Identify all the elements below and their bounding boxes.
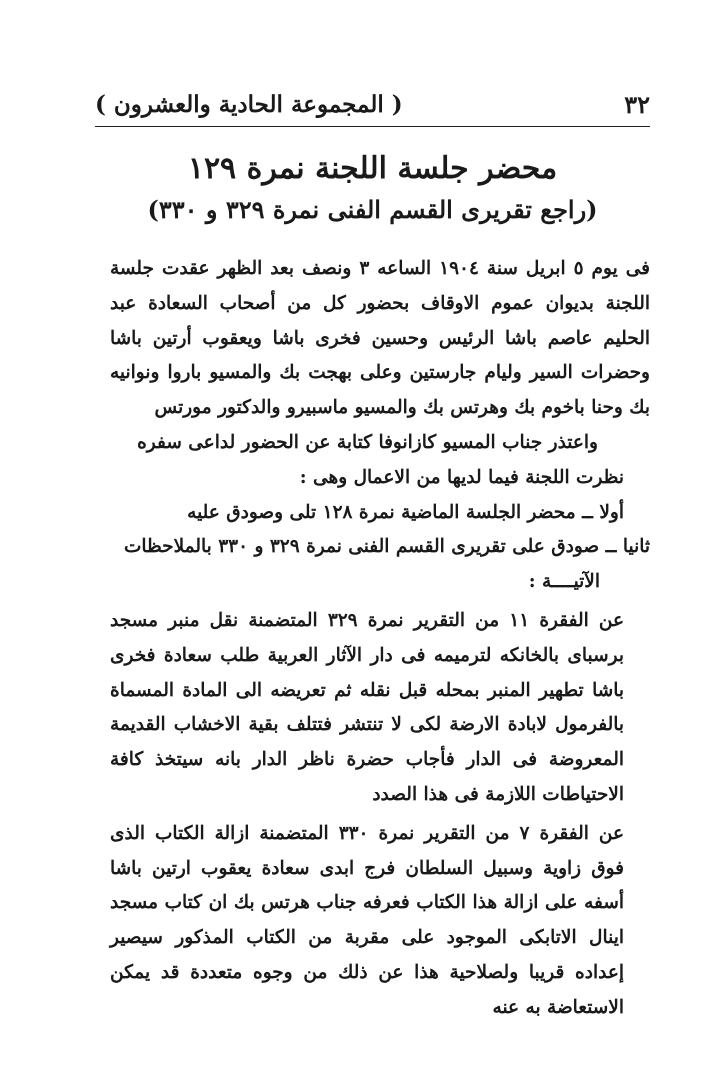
page-number: ٣٢ xyxy=(624,89,650,119)
agenda-item-1: أولا ــ محضر الجلسة الماضية نمرة ١٢٨ تلى وصودق عليه xyxy=(187,501,624,523)
apology-paragraph: واعتذر جناب المسيو كازانوفا كتابة عن الحضور لداعى سفره xyxy=(137,431,598,453)
paragraph-clause-11: عن الفقرة ١١ من التقرير نمرة ٣٢٩ المتضمنة نقل منبر مسجد برسباى بالخانكه لترميمه فى دار الآثار العربية طلب سعادة فخرى باشا تطهير المنبر بمحله قبل نقله ثم تعريضه الى المادة المسماة بالفرمول لابادة الارضة لكى لا تنتشر فتتلف بقية الاخشاب القديمة المعروضة فى الدار فأجاب حضرة ناظر الدار بانه سيتخذ كافة الاحتياطات اللازمة فى هذا الصدد xyxy=(110,609,625,805)
running-title: ( المجموعة الحادية والعشرون ) xyxy=(95,90,403,118)
header-rule xyxy=(95,126,650,127)
paragraph-clause-7: عن الفقرة ٧ من التقرير نمرة ٣٣٠ المتضمنة ازالة الكتاب الذى فوق زاوية وسبيل السلطان فرج ابدى سعادة يعقوب ارتين باشا أسفه على ازالة هذا الكتاب فعرفه جناب هرتس بك ان كتاب مسجد اينال الاتابكى الموجود على مقربة من الكتاب المذكور سيصير إعداده قريبا ولصلاحية هذا عن ذلك من وجوه متعددة قد يمكن الاستعاضة به عنه xyxy=(110,822,625,1018)
opening-paragraph: فى يوم ٥ ابريل سنة ١٩٠٤ الساعه ٣ ونصف بعد الظهر عقدت جلسة اللجنة بديوان عموم الاوقاف بحضور كل من أصحاب السعادة عبد الحليم عاصم باشا الرئيس وحسين فخرى باشا ويعقوب أرتين باشا وحضرات السير وليام جارستين وعلى بهجت بك والمسيو باروا ونوانيه بك وحنا باخوم بك وهرتس بك والمسيو ماسبيرو والدكتور مورتس xyxy=(110,258,650,419)
agenda-item-2: ثانيا ــ صودق على تقريرى القسم الفنى نمرة ٣٢٩ و ٣٣٠ بالملاحظات xyxy=(123,536,650,558)
page-header xyxy=(95,86,650,122)
document-subtitle: (راجع تقريرى القسم الفنى نمرة ٣٢٩ و ٣٣٠) xyxy=(147,195,598,224)
document-title: محضر جلسة اللجنة نمرة ١٢٩ xyxy=(187,151,558,186)
agenda-paragraph: نظرت اللجنة فيما لديها من الاعمال وهى : xyxy=(299,466,624,488)
agenda-item-2-tail: الآتيــــة : xyxy=(528,571,600,593)
document-body xyxy=(110,252,650,1026)
